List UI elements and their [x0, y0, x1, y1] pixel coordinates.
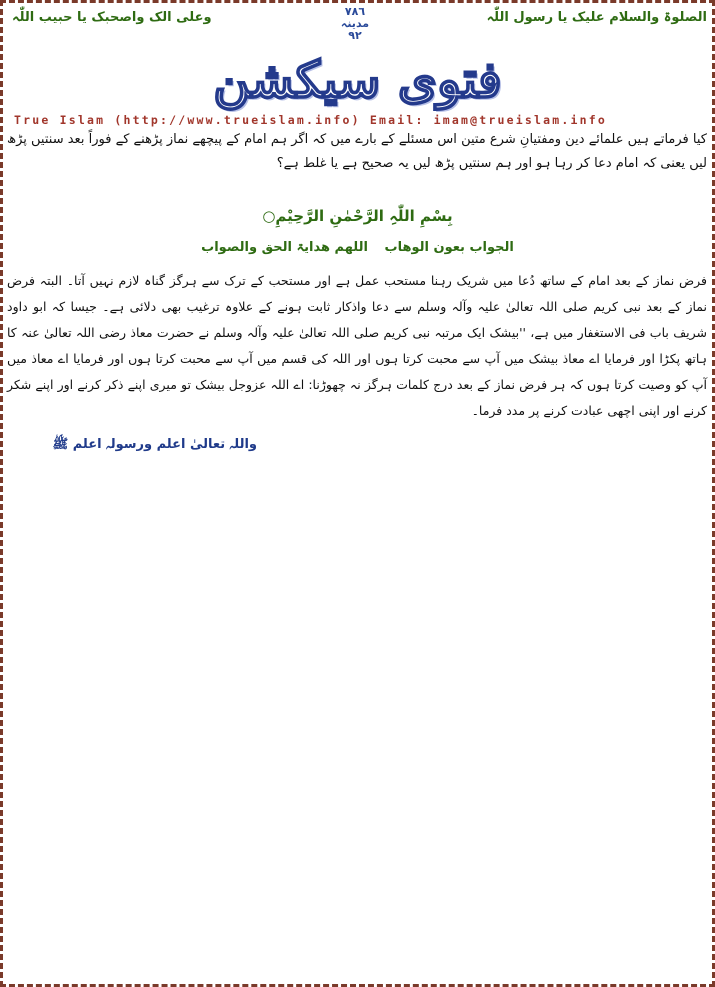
site-contact-line: True Islam (http://www.trueislam.info) Email: imam@trueislam.info: [14, 113, 608, 127]
page-marker-line-2: مدینہ: [340, 17, 370, 30]
page-marker-line-1: ٧٨٦: [344, 5, 366, 18]
answer-heading-part-2: اللھم ھدایۃ الحق والصواب: [201, 240, 368, 255]
page-marker-line-3: ٩٢: [348, 29, 362, 42]
answer-heading-part-1: الجواب بعون الوھاب: [384, 240, 514, 255]
page-marker: [330, 6, 380, 42]
answer-text: فرض نماز کے بعد امام کے ساتھ دُعا میں شریک رہنا مستحب عمل ہے اور مستحب کے ترک سے ہرگز گناہ لازم نہیں آتا۔ البتہ فرض نماز کے بعد نبی کریم صلی اللہ تعالیٰ علیہ وآلہ وسلم سے دعا واذکار ثابت ہونے کے علاوہ ترغیب بھی دلائی ہے۔ جیسا کہ ابو داود شریف باب فی الاستغفار میں ہے، ''بیشک ایک مرتبہ نبی کریم صلی اللہ تعالیٰ علیہ وآلہ وسلم نے حضرت معاذ رضی اللہ تعالیٰ عنہ کا ہاتھ پکڑا اور فرمایا اے معاذ بیشک میں آپ سے محبت کرتا ہوں اور اللہ کی قسم میں آپ سے محبت کرتا ہوں اور فرمایا اے معاذ میں آپ کو وصیت کرتا ہوں کہ ہر فرض نماز کے بعد درج کلمات ہرگز نہ چھوڑنا: اے اللہ عزوجل بیشک تو میری اپنے ذکر کرنے اور اپنے شکر کرنے اور اپنی اچھی عبادت کرنے پر مدد فرما۔: [7, 273, 707, 418]
page-title: فتوی سیکشن: [213, 50, 502, 109]
question-text: کیا فرماتے ہیں علمائے دین ومفتیانِ شرع متین اس مسئلے کے بارے میں کہ اگر ہم امام کے پیچھے نماز پڑھنے کے فوراً بعد سنتیں پڑھ لیں یعنی کہ امام دعا کر رہا ہو اور ہم سنتیں پڑھ لیں یہ صحیح ہے یا غلط ہے؟: [7, 132, 707, 171]
closing-line: واللہ تعالیٰ اعلم ورسولہ اعلم ﷺ: [52, 437, 257, 452]
bismillah: بِسْمِ اللّٰہِ الرَّحْمٰنِ الرَّحِیْمِ○: [262, 207, 453, 225]
answer-heading: [0, 240, 715, 255]
header-salutation-left: وعلی الک واصحبک یا حبیب اللّٰہ: [12, 10, 212, 25]
header-salutation-right: الصلوۃ والسلام علیک یا رسول اللّٰہ: [486, 10, 707, 25]
